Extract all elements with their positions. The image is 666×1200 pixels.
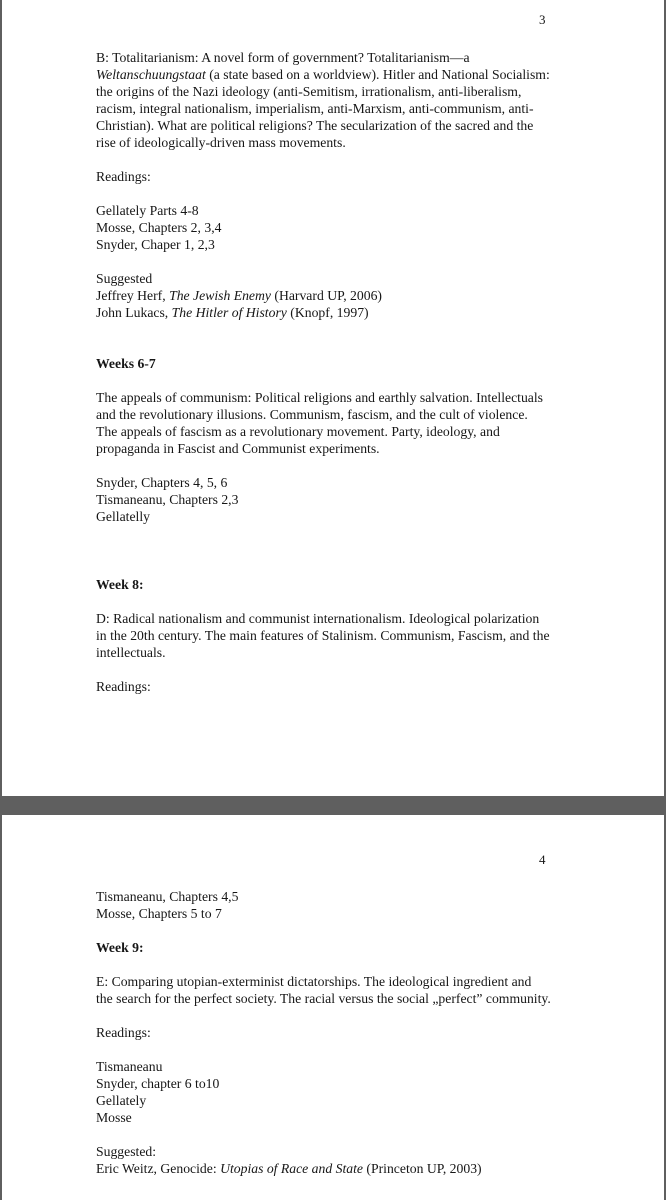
week-9-heading: Week 9: [96,940,144,955]
suggested-label: Suggested [96,271,153,286]
weeks-6-7-paragraph: The appeals of communism: Political religions and earthly salvation. Intellectuals and the revolutionary illusions. Communism, fascism, and the cult of violence. The appeals of fascism as a revolutionary movement. Party, ideology, and propaganda in Fascist and Communist experiments. [96,390,544,456]
suggested-author: Eric Weitz, Genocide: [96,1161,221,1176]
reading-item: Gellately Parts 4-8 [96,203,199,218]
section-b-text-end: (a state based on a worldview). Hitler and National Socialism: the origins of the Nazi ideology (anti-Semitism, irrationalism, anti-liberalism, racism, integral nationalism, imperialism, anti-Marxism, anti-communism, anti-Christian). What are political religions? The secularization of the sacred and the rise of ideologically-driven mass movements. [96,67,550,150]
section-b-paragraph [96,49,551,151]
suggested-item [96,304,551,321]
page-3-content [96,49,551,695]
page-number: 3 [539,12,546,27]
suggested-title: The Hitler of History [171,305,287,320]
reading-item: Mosse [96,1110,132,1125]
page-4-content [96,888,551,1177]
readings-label: Readings: [96,1025,151,1040]
document-page-4 [2,815,664,1200]
page-number: 4 [539,852,546,867]
suggested-author: Jeffrey Herf, [96,288,170,303]
reading-item: Mosse, Chapters 2, 3,4 [96,220,222,235]
readings-label: Readings: [96,679,151,694]
readings-label: Readings: [96,169,151,184]
suggested-title: The Jewish Enemy [169,288,271,303]
reading-item: Snyder, Chapters 4, 5, 6 [96,475,228,490]
reading-item: Mosse, Chapters 5 to 7 [96,906,222,921]
suggested-item [96,1160,551,1177]
reading-item: Gellately [96,1093,147,1108]
suggested-publisher: (Princeton UP, 2003) [363,1161,482,1176]
reading-item: Tismaneanu, Chapters 4,5 [96,889,239,904]
suggested-author: John Lukacs, [96,305,172,320]
suggested-item [96,287,551,304]
section-b-text-start: B: Totalitarianism: A novel form of government? Totalitarianism—a [96,50,470,65]
suggested-title: Utopias of Race and State [220,1161,363,1176]
week-9-paragraph: E: Comparing utopian-exterminist dictatorships. The ideological ingredient and the search for the perfect society. The racial versus the social „perfect” community. [96,974,551,1006]
reading-item: Snyder, Chaper 1, 2,3 [96,237,215,252]
suggested-label: Suggested: [96,1144,157,1159]
reading-item: Gellatelly [96,509,150,524]
document-page-3 [2,0,664,796]
suggested-publisher: (Knopf, 1997) [286,305,369,320]
reading-item: Snyder, chapter 6 to10 [96,1076,220,1091]
section-b-italic-term: Weltanschuungstaat [96,67,206,82]
week-8-paragraph: D: Radical nationalism and communist internationalism. Ideological polarization in the 20th century. The main features of Stalinism. Communism, Fascism, and the intellectuals. [96,611,550,660]
suggested-publisher: (Harvard UP, 2006) [270,288,382,303]
week-8-heading: Week 8: [96,577,144,592]
reading-item: Tismaneanu [96,1059,163,1074]
reading-item: Tismaneanu, Chapters 2,3 [96,492,239,507]
weeks-6-7-heading: Weeks 6-7 [96,356,156,371]
